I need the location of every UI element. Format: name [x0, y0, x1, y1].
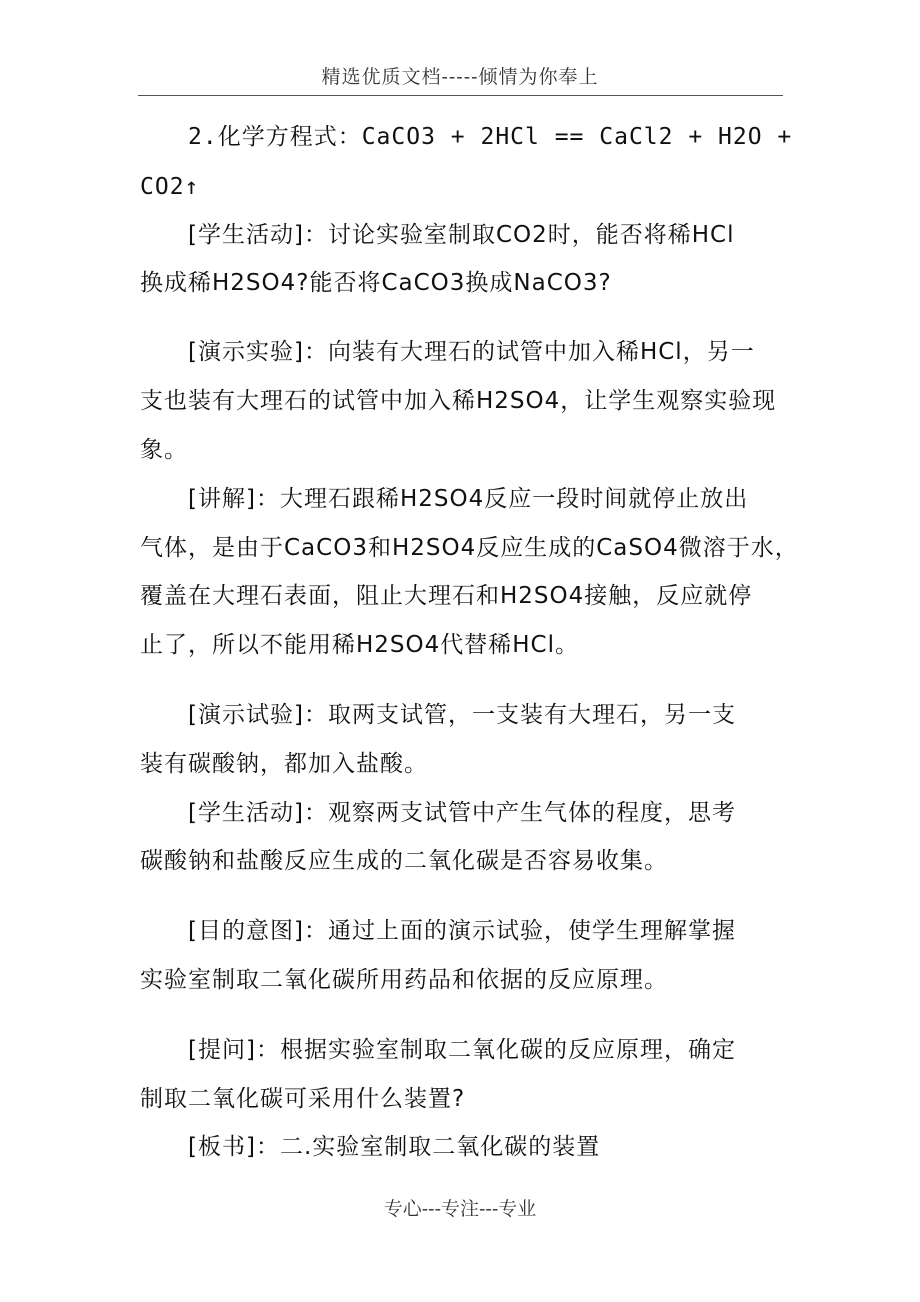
text-line-9: 气体，是由于CaCO3和H2SO4反应生成的CaSO4微溶于水，: [140, 535, 799, 561]
text-line-12: [演示试验]：取两支试管，一支装有大理石，另一支: [188, 702, 736, 728]
text-line-20: [板书]：二.实验室制取二氧化碳的装置: [188, 1134, 601, 1160]
text-line-1: 2.化学方程式：CaCO3 + 2HCl == CaCl2 + H2O +: [188, 124, 793, 150]
page-header: 精选优质文档-----倾情为你奉上: [321, 66, 599, 88]
text-line-2: CO2↑: [140, 174, 200, 200]
text-line-3: [学生活动]：讨论实验室制取CO2时，能否将稀HCl: [188, 222, 735, 248]
text-line-4: 换成稀H2SO4?能否将CaCO3换成NaCO3?: [140, 270, 612, 296]
text-line-8: [讲解]：大理石跟稀H2SO4反应一段时间就停止放出: [188, 486, 749, 512]
text-line-11: 止了，所以不能用稀H2SO4代替稀HCl。: [140, 632, 580, 658]
text-line-15: 碳酸钠和盐酸反应生成的二氧化碳是否容易收集。: [140, 848, 668, 874]
text-line-6: 支也装有大理石的试管中加入稀H2SO4，让学生观察实验现: [140, 388, 777, 414]
text-line-18: [提问]：根据实验室制取二氧化碳的反应原理，确定: [188, 1037, 736, 1063]
text-line-5: [演示实验]：向装有大理石的试管中加入稀HCl，另一: [188, 339, 755, 365]
text-line-14: [学生活动]：观察两支试管中产生气体的程度，思考: [188, 800, 736, 826]
text-line-10: 覆盖在大理石表面，阻止大理石和H2SO4接触，反应就停: [140, 583, 753, 609]
text-line-16: [目的意图]：通过上面的演示试验，使学生理解掌握: [188, 918, 736, 944]
text-line-19: 制取二氧化碳可采用什么装置?: [140, 1086, 466, 1112]
header-divider: [138, 95, 783, 96]
text-line-17: 实验室制取二氧化碳所用药品和依据的反应原理。: [140, 967, 668, 993]
text-line-13: 装有碳酸钠，都加入盐酸。: [140, 751, 428, 777]
text-line-7: 象。: [140, 437, 188, 463]
page-footer: 专心---专注---专业: [383, 1198, 537, 1220]
